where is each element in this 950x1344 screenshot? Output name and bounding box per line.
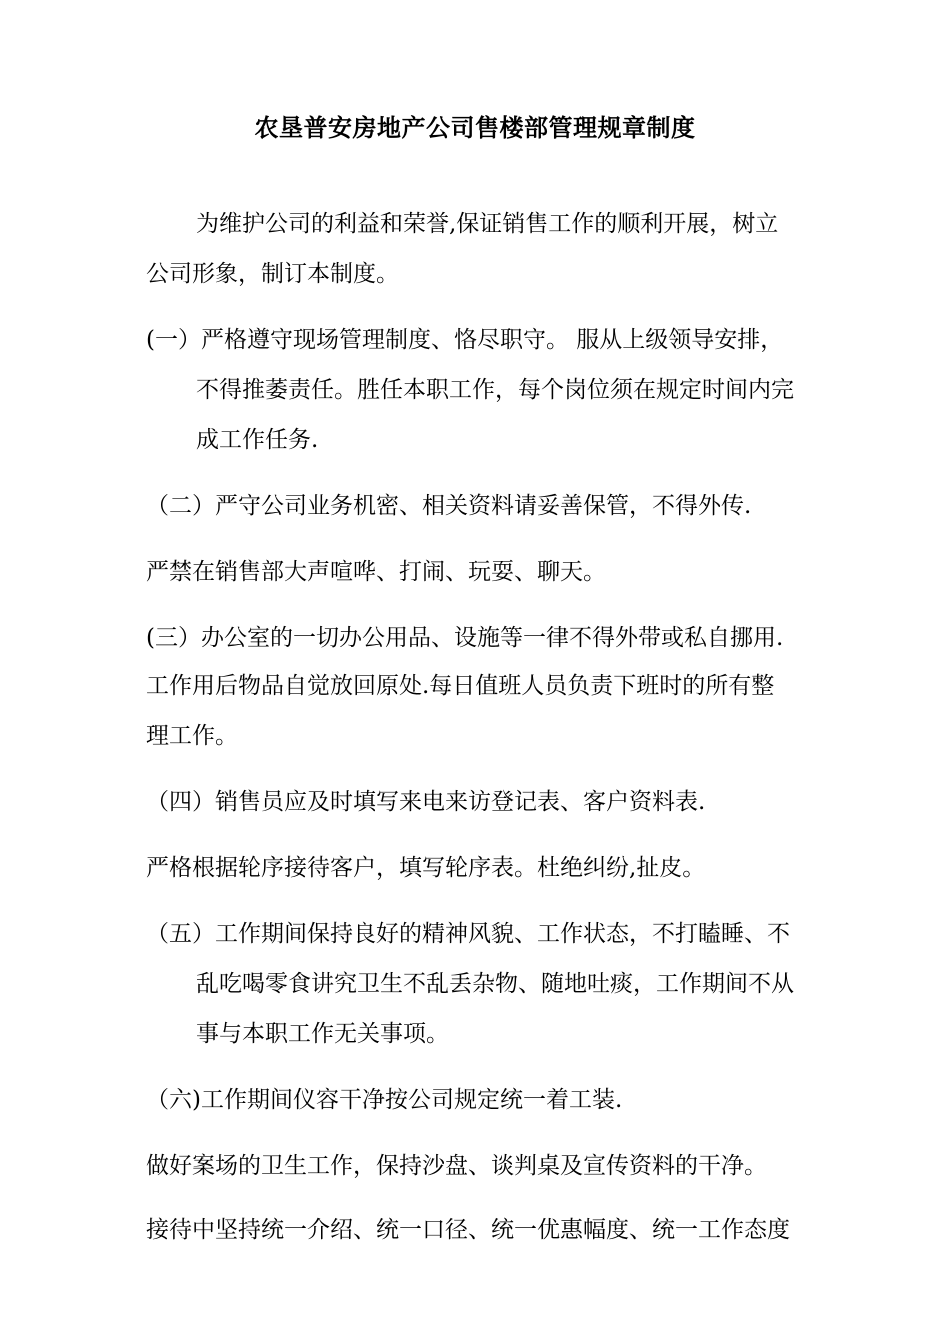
clause-2-line-2: 严禁在销售部大声喧哗、打闹、玩耍、聊天。 — [146, 559, 606, 585]
clause-6-line-1: （六)工作期间仪容干净按公司规定统一着工装. — [146, 1087, 623, 1113]
clause-5-line-1: （五）工作期间保持良好的精神风貌、工作状态，不打瞌睡、不 — [146, 921, 790, 947]
clause-6-line-2: 做好案场的卫生工作，保持沙盘、谈判桌及宣传资料的干净。 — [146, 1153, 767, 1179]
clause-5-line-2: 乱吃喝零食讲究卫生不乱丢杂物、随地吐痰，工作期间不从 — [196, 971, 794, 997]
clause-3-line-3: 理工作。 — [146, 723, 238, 749]
document-title: 农垦普安房地产公司售楼部管理规章制度 — [254, 113, 696, 142]
clause-3-line-2: 工作用后物品自觉放回原处.每日值班人员负责下班时的所有整 — [146, 673, 775, 699]
clause-1-line-2: 不得推萎责任。胜任本职工作，每个岗位须在规定时间内完 — [196, 377, 794, 403]
clause-2-line-1: （二）严守公司业务机密、相关资料请妥善保管，不得外传. — [146, 493, 752, 519]
clause-4-line-1: （四）销售员应及时填写来电来访登记表、客户资料表. — [146, 789, 706, 815]
clause-1-line-1: (一）严格遵守现场管理制度、恪尽职守。 服从上级领导安排， — [146, 327, 784, 353]
clause-4-line-2: 严格根据轮序接待客户，填写轮序表。杜绝纠纷,扯皮。 — [146, 855, 706, 881]
clause-3-line-1: (三）办公室的一切办公用品、设施等一律不得外带或私自挪用. — [146, 625, 784, 651]
clause-6-line-3: 接待中坚持统一介绍、统一口径、统一优惠幅度、统一工作态度 — [146, 1217, 790, 1243]
clause-1-line-3: 成工作任务. — [196, 427, 319, 453]
clause-5-line-3: 事与本职工作无关事项。 — [196, 1021, 449, 1047]
intro-line-1: 为维护公司的利益和荣誉,保证销售工作的顺利开展，树立 — [196, 211, 779, 237]
intro-line-2: 公司形象，制订本制度。 — [146, 261, 399, 287]
